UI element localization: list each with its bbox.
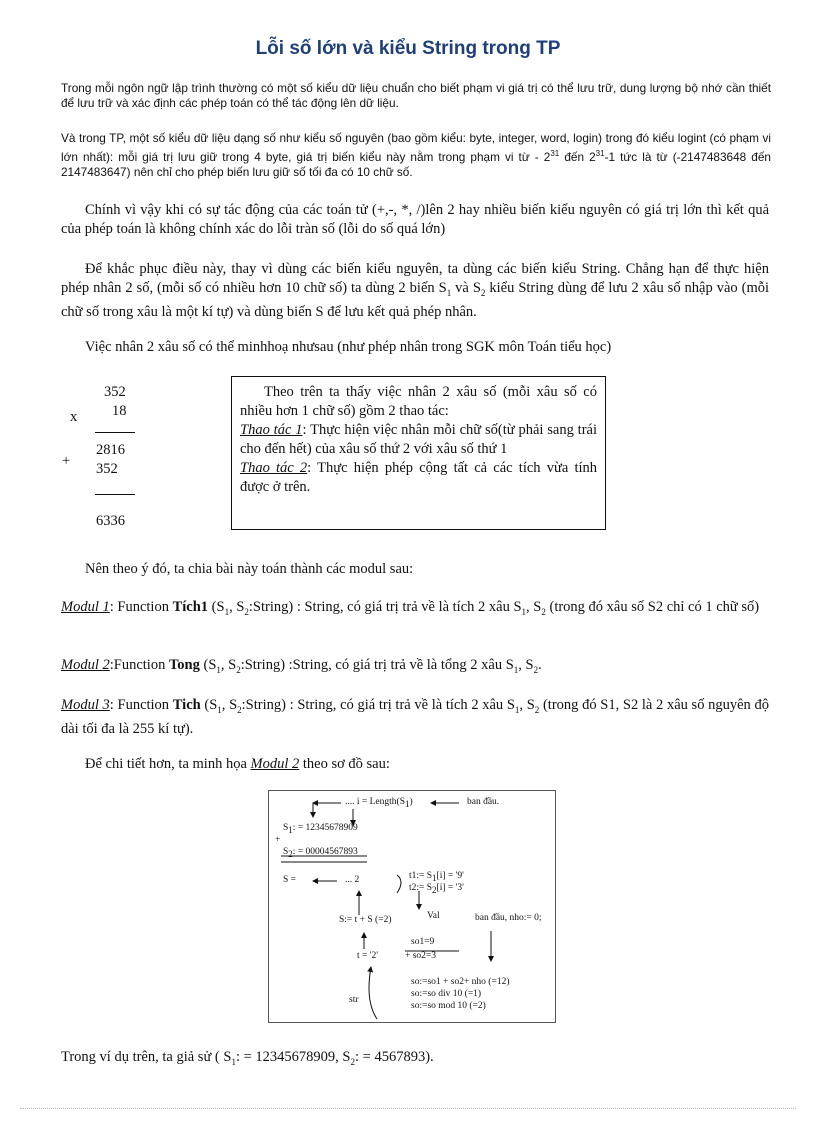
t1-label <box>409 871 464 883</box>
subscript: 2 <box>480 287 486 298</box>
paragraph-viec-nhan: Việc nhân 2 xâu số có thể minhhoạ nhưsau (như phép nhân trong SGK môn Toán tiểu học) <box>85 339 612 355</box>
s-calc-label: S:= t + S (=2) <box>339 915 392 925</box>
subscript: 2 <box>237 704 242 715</box>
subscript: 1 <box>432 872 437 883</box>
subscript: 1 <box>521 606 527 617</box>
subscript: 1 <box>224 606 230 617</box>
intro-paragraph-2 <box>61 131 771 180</box>
final-part-a: Trong ví dụ trên, ta giả sử ( S <box>61 1049 232 1065</box>
sig-part: , S <box>229 599 245 615</box>
i-length-label <box>345 797 413 809</box>
sig-part: , S <box>519 697 535 713</box>
subscript: 1 <box>231 1056 236 1067</box>
so-mod-label: so:=so mod 10 (=2) <box>411 1001 486 1011</box>
add-sign: + <box>62 453 71 469</box>
exponent-1: 31 <box>550 149 560 158</box>
t2-label <box>409 883 464 895</box>
module-1-label: Modul 1 <box>61 599 110 615</box>
subscript: 2 <box>350 1056 355 1067</box>
module-3-label: Modul 3 <box>61 697 110 713</box>
sig-part: (S <box>199 657 217 673</box>
module-3-desc: (trong đó S1, S2 là 2 xâu số nguyên độ dài tối đa là 255 kí tự). <box>61 697 769 737</box>
subscript: 2 <box>541 606 546 617</box>
intro-p2-part-b: đến 2 <box>559 149 596 164</box>
subscript: 2 <box>236 664 241 675</box>
dots: .... <box>345 797 355 807</box>
final-part-b: : = 12345678909, S <box>235 1049 351 1065</box>
sum-rule <box>95 494 135 495</box>
page-title: Lỗi số lớn và kiểu String trong TP <box>255 38 561 59</box>
multiplication-rule <box>95 432 135 433</box>
step-2-label: Thao tác 2 <box>240 460 308 476</box>
subscript: 2 <box>244 606 249 617</box>
module-1 <box>61 598 769 622</box>
sig-part: (S <box>200 697 218 713</box>
box-step-1 <box>240 421 597 459</box>
subscript: 2 <box>432 884 437 895</box>
khac-phuc-part-a: Để khắc phục điều này, thay vì dùng các biến kiểu nguyên, ta dùng các biến kiểu String. Chẳng hạn để thực hiện phép nhân 2 số, (mỗi số có nhiều hơn 10 chữ số) ta dùng 2 biến S <box>61 261 769 296</box>
t2-text: t2:= S <box>409 883 433 893</box>
sig-part: , S <box>526 599 542 615</box>
paragraph-chinh-vi: Chính vì vậy khi có sự tác động của các toán tử (+,-, *, /)lên 2 hay nhiều biến kiểu nguyên có giá trị lớn thì kết quả của phép toán là không chính xác do lỗi tràn số (lỗi do số quá lớn) <box>61 202 769 237</box>
intro-paragraph-1: Trong mỗi ngôn ngữ lập trình thường có một số kiểu dữ liệu chuẩn cho biết phạm vi giá trị có thể lưu trữ, dung lượng bộ nhớ cần thiết để lưu trữ và xác định các phép toán có thể tác động lên dữ liệu. <box>61 81 771 110</box>
t1-text: t1:= S <box>409 871 433 881</box>
khac-phuc-part-b: và S <box>451 280 481 296</box>
subscript: 1 <box>288 824 293 835</box>
so-sum-label: so:=so1 + so2+ nho (=12) <box>411 977 510 987</box>
s2-text: : = 00004567893 <box>292 847 358 857</box>
partial-product-1: 2816 <box>96 442 125 458</box>
final-paragraph <box>61 1048 769 1072</box>
module-2-label: Modul 2 <box>61 657 110 673</box>
multiplier: 18 <box>112 403 127 419</box>
function-keyword: : Function <box>109 599 173 615</box>
brace-t1-t2 <box>397 875 401 893</box>
val-label: Val <box>427 911 440 921</box>
sig-part: (S <box>208 599 225 615</box>
sig-part: :String) :String, có giá trị trả về là tổng 2 xâu S <box>240 657 514 673</box>
ban-dau-label: ban đầu. <box>467 797 500 807</box>
khac-phuc-part-c: kiểu String dùng để lưu 2 xâu số nhập vào (mỗi chữ số trong xâu là một kí tự) và dùng biến S để lưu kết quả phép nhân. <box>61 280 770 320</box>
s-equals: S = <box>283 875 297 885</box>
subscript: 1 <box>217 704 222 715</box>
sig-part: , S <box>220 657 237 673</box>
i-length-end: ) <box>409 797 413 807</box>
t-value-label: t = '2' <box>357 951 378 961</box>
s-letter: S <box>283 823 289 833</box>
step-1-label: Thao tác 1 <box>240 422 303 438</box>
chi-tiet-part-b: theo sơ đồ sau: <box>299 756 390 772</box>
exponent-2: 31 <box>595 149 605 158</box>
subscript: 2 <box>533 664 539 675</box>
subscript: 1 <box>216 664 221 675</box>
so2-label: + so2=3 <box>405 951 437 961</box>
so-div-label: so:=so div 10 (=1) <box>411 989 482 999</box>
module-3 <box>61 696 769 739</box>
final-part-c: : = 4567893). <box>354 1049 434 1065</box>
ban-dau-nho-label: ban đầu, nho:= 0; <box>475 913 542 923</box>
intro-p2-part-c: -1 tức là từ (-2147483648 đến 2147483647) nên chỉ cho phép biến lưu giữ số tối đa có 10 chữ số. <box>61 149 771 179</box>
s-letter: S <box>283 847 289 857</box>
module-2-name: Tong <box>168 657 200 673</box>
module-1-name: Tích1 <box>172 599 209 615</box>
partial-product-2: 352 <box>96 461 118 477</box>
paragraph-nen-theo: Nên theo ý đó, ta chia bài này toán thành các modul sau: <box>85 561 414 577</box>
step-2-text: : Thực hiện phép cộng tất cả các tích vừa tính được ở trên. <box>240 460 598 495</box>
sig-part: , S <box>221 697 238 713</box>
subscript: 1 <box>404 798 410 809</box>
sig-part: . <box>538 657 542 673</box>
explanation-box <box>231 376 606 530</box>
sig-part: , S <box>518 657 534 673</box>
chi-tiet-module-ref: Modul 2 <box>250 756 300 772</box>
subscript: 2 <box>534 704 540 715</box>
subscript: 1 <box>513 664 519 675</box>
so1-label: so1=9 <box>411 937 435 947</box>
t2-text-b: [i] = '3' <box>436 883 464 893</box>
i-length-text: i = Length(S <box>356 797 405 807</box>
s2-value <box>283 847 358 859</box>
sig-part: :String) : String, có giá trị trả về là tích 2 xâu S <box>241 697 515 713</box>
box-step-2 <box>240 459 597 497</box>
function-keyword: :Function <box>109 657 169 673</box>
module-1-desc: (trong đó xâu số S2 chỉ có 1 chữ số) <box>545 599 760 615</box>
chi-tiet-part-a: Để chi tiết hơn, ta minh họa <box>85 756 251 772</box>
t1-text-b: [i] = '9' <box>436 871 464 881</box>
s1-value <box>283 823 358 835</box>
intro-p2-part-a: Và trong TP, một số kiểu dữ liệu dạng số như kiểu số nguyên (bao gồm kiểu: byte, integer, word, login) trong đó kiểu logint (có phạm vi lớn nhất): mỗi giá trị lưu giữ trong 4 byte, giá trị biến kiểu này nằm trong phạm vi từ - 2 <box>61 131 771 164</box>
multiply-sign: x <box>70 409 78 425</box>
subscript: 1 <box>446 287 452 298</box>
arrow-str <box>369 967 377 1019</box>
subscript: 1 <box>514 704 520 715</box>
plus-sign: + <box>275 835 281 845</box>
module-3-name: Tich <box>172 697 201 713</box>
box-intro: Theo trên ta thấy việc nhân 2 xâu số (mỗi xâu số có nhiều hơn 1 chữ số) gồm 2 thao tác: <box>240 384 597 419</box>
str-label: str <box>349 995 359 1005</box>
s1-text: : = 12345678909 <box>292 823 358 833</box>
multiplicand: 352 <box>104 384 126 400</box>
step-1-text: : Thực hiện việc nhân mỗi chữ số(từ phải sang trái cho đến hết) của xâu số thứ 2 với xâu số thứ 1 <box>240 422 598 457</box>
product-result: 6336 <box>96 513 125 529</box>
dots-2: ... 2 <box>345 875 360 885</box>
paragraph-khac-phuc <box>61 260 769 322</box>
modul-2-diagram <box>268 790 556 1023</box>
sig-part: :String) : String, có giá trị trả về là tích 2 xâu S <box>248 599 522 615</box>
module-2 <box>61 656 769 680</box>
subscript: 2 <box>288 848 293 859</box>
paragraph-chi-tiet <box>61 755 769 774</box>
page-bottom-rule <box>20 1108 796 1109</box>
function-keyword: : Function <box>109 697 173 713</box>
